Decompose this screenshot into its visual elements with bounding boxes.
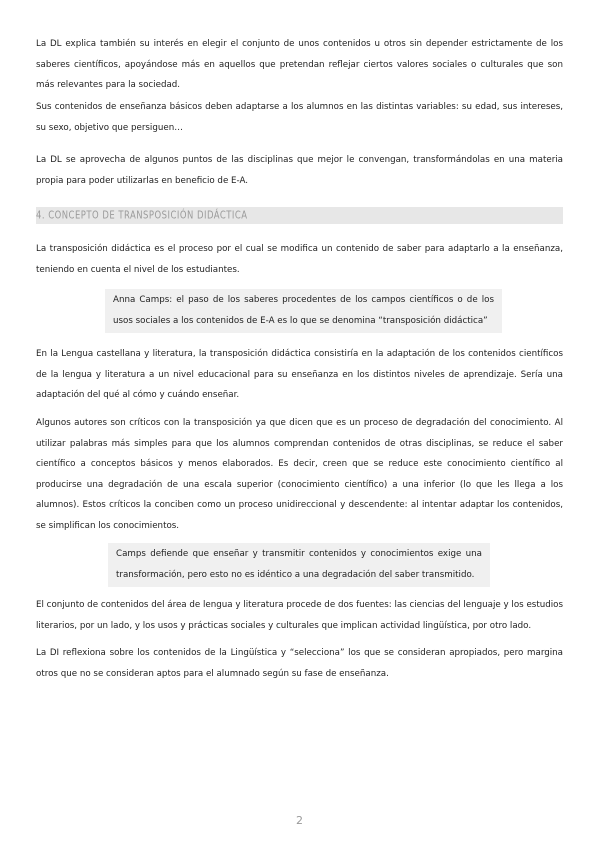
quote-box-1: Anna Camps: el paso de los saberes procedentes de los campos científicos o de los usos sociales a los contenidos de E-A es lo que se denomina “transposición didáctica” <box>105 289 502 333</box>
section-heading <box>36 207 563 224</box>
page-number: 2 <box>296 814 303 827</box>
section-heading-text: 4. CONCEPTO DE TRANSPOSICIÓN DIDÁCTICA <box>36 209 248 222</box>
paragraph-3: La DL se aprovecha de algunos puntos de las disciplinas que mejor le convengan, transformándolas en una materia propia para poder utilizarlas en beneficio de E-A. <box>36 155 563 186</box>
paragraph-2: Sus contenidos de enseñanza básicos deben adaptarse a los alumnos en las distintas variables: su edad, sus intereses, su sexo, objetivo que persiguen… <box>36 102 563 133</box>
paragraph-4: La transposición didáctica es el proceso por el cual se modifica un contenido de saber para adaptarlo a la enseñanza, teniendo en cuenta el nivel de los estudiantes. <box>36 244 563 275</box>
paragraph-5: En la Lengua castellana y literatura, la transposición didáctica consistiría en la adaptación de los contenidos científicos de la lengua y literatura a un nivel educacional para su enseñanza en los distintos niveles de aprendizaje. Sería una adaptación del qué al cómo y cuándo enseñar. <box>36 349 563 401</box>
quote-box-2: Camps defiende que enseñar y transmitir contenidos y conocimientos exige una transformación, pero esto no es idéntico a una degradación del saber transmitido. <box>108 543 490 587</box>
paragraph-7: El conjunto de contenidos del área de lengua y literatura procede de dos fuentes: las ciencias del lenguaje y los estudios literarios, por un lado, y los usos y prácticas sociales y culturales que implican actividad lingüística, por otro lado. <box>36 600 563 631</box>
paragraph-8: La DI reflexiona sobre los contenidos de la Lingüística y “selecciona” los que se consideran apropiados, pero margina otros que no se consideran aptos para el alumnado según su fase de enseñanza. <box>36 648 563 679</box>
paragraph-1: La DL explica también su interés en elegir el conjunto de unos contenidos u otros sin depender estrictamente de los saberes científicos, apoyándose más en aquellos que pretendan reflejar ciertos valores sociales o culturales que son más relevantes para la sociedad. <box>36 39 563 91</box>
paragraph-6: Algunos autores son críticos con la transposición ya que dicen que es un proceso de degradación del conocimiento. Al utilizar palabras más simples para que los alumnos comprendan contenidos de otras disciplinas, se reduce el saber científico a conceptos básicos y menos elaborados. Es decir, creen que se reduce este conocimiento científico al producirse una degradación de una escala superior (conocimiento científico) a una inferior (lo que les llega a los alumnos). Estos críticos la conciben como un proceso unidireccional y descendente: al intentar adaptar los contenidos, se simplifican los conocimientos. <box>36 418 563 531</box>
